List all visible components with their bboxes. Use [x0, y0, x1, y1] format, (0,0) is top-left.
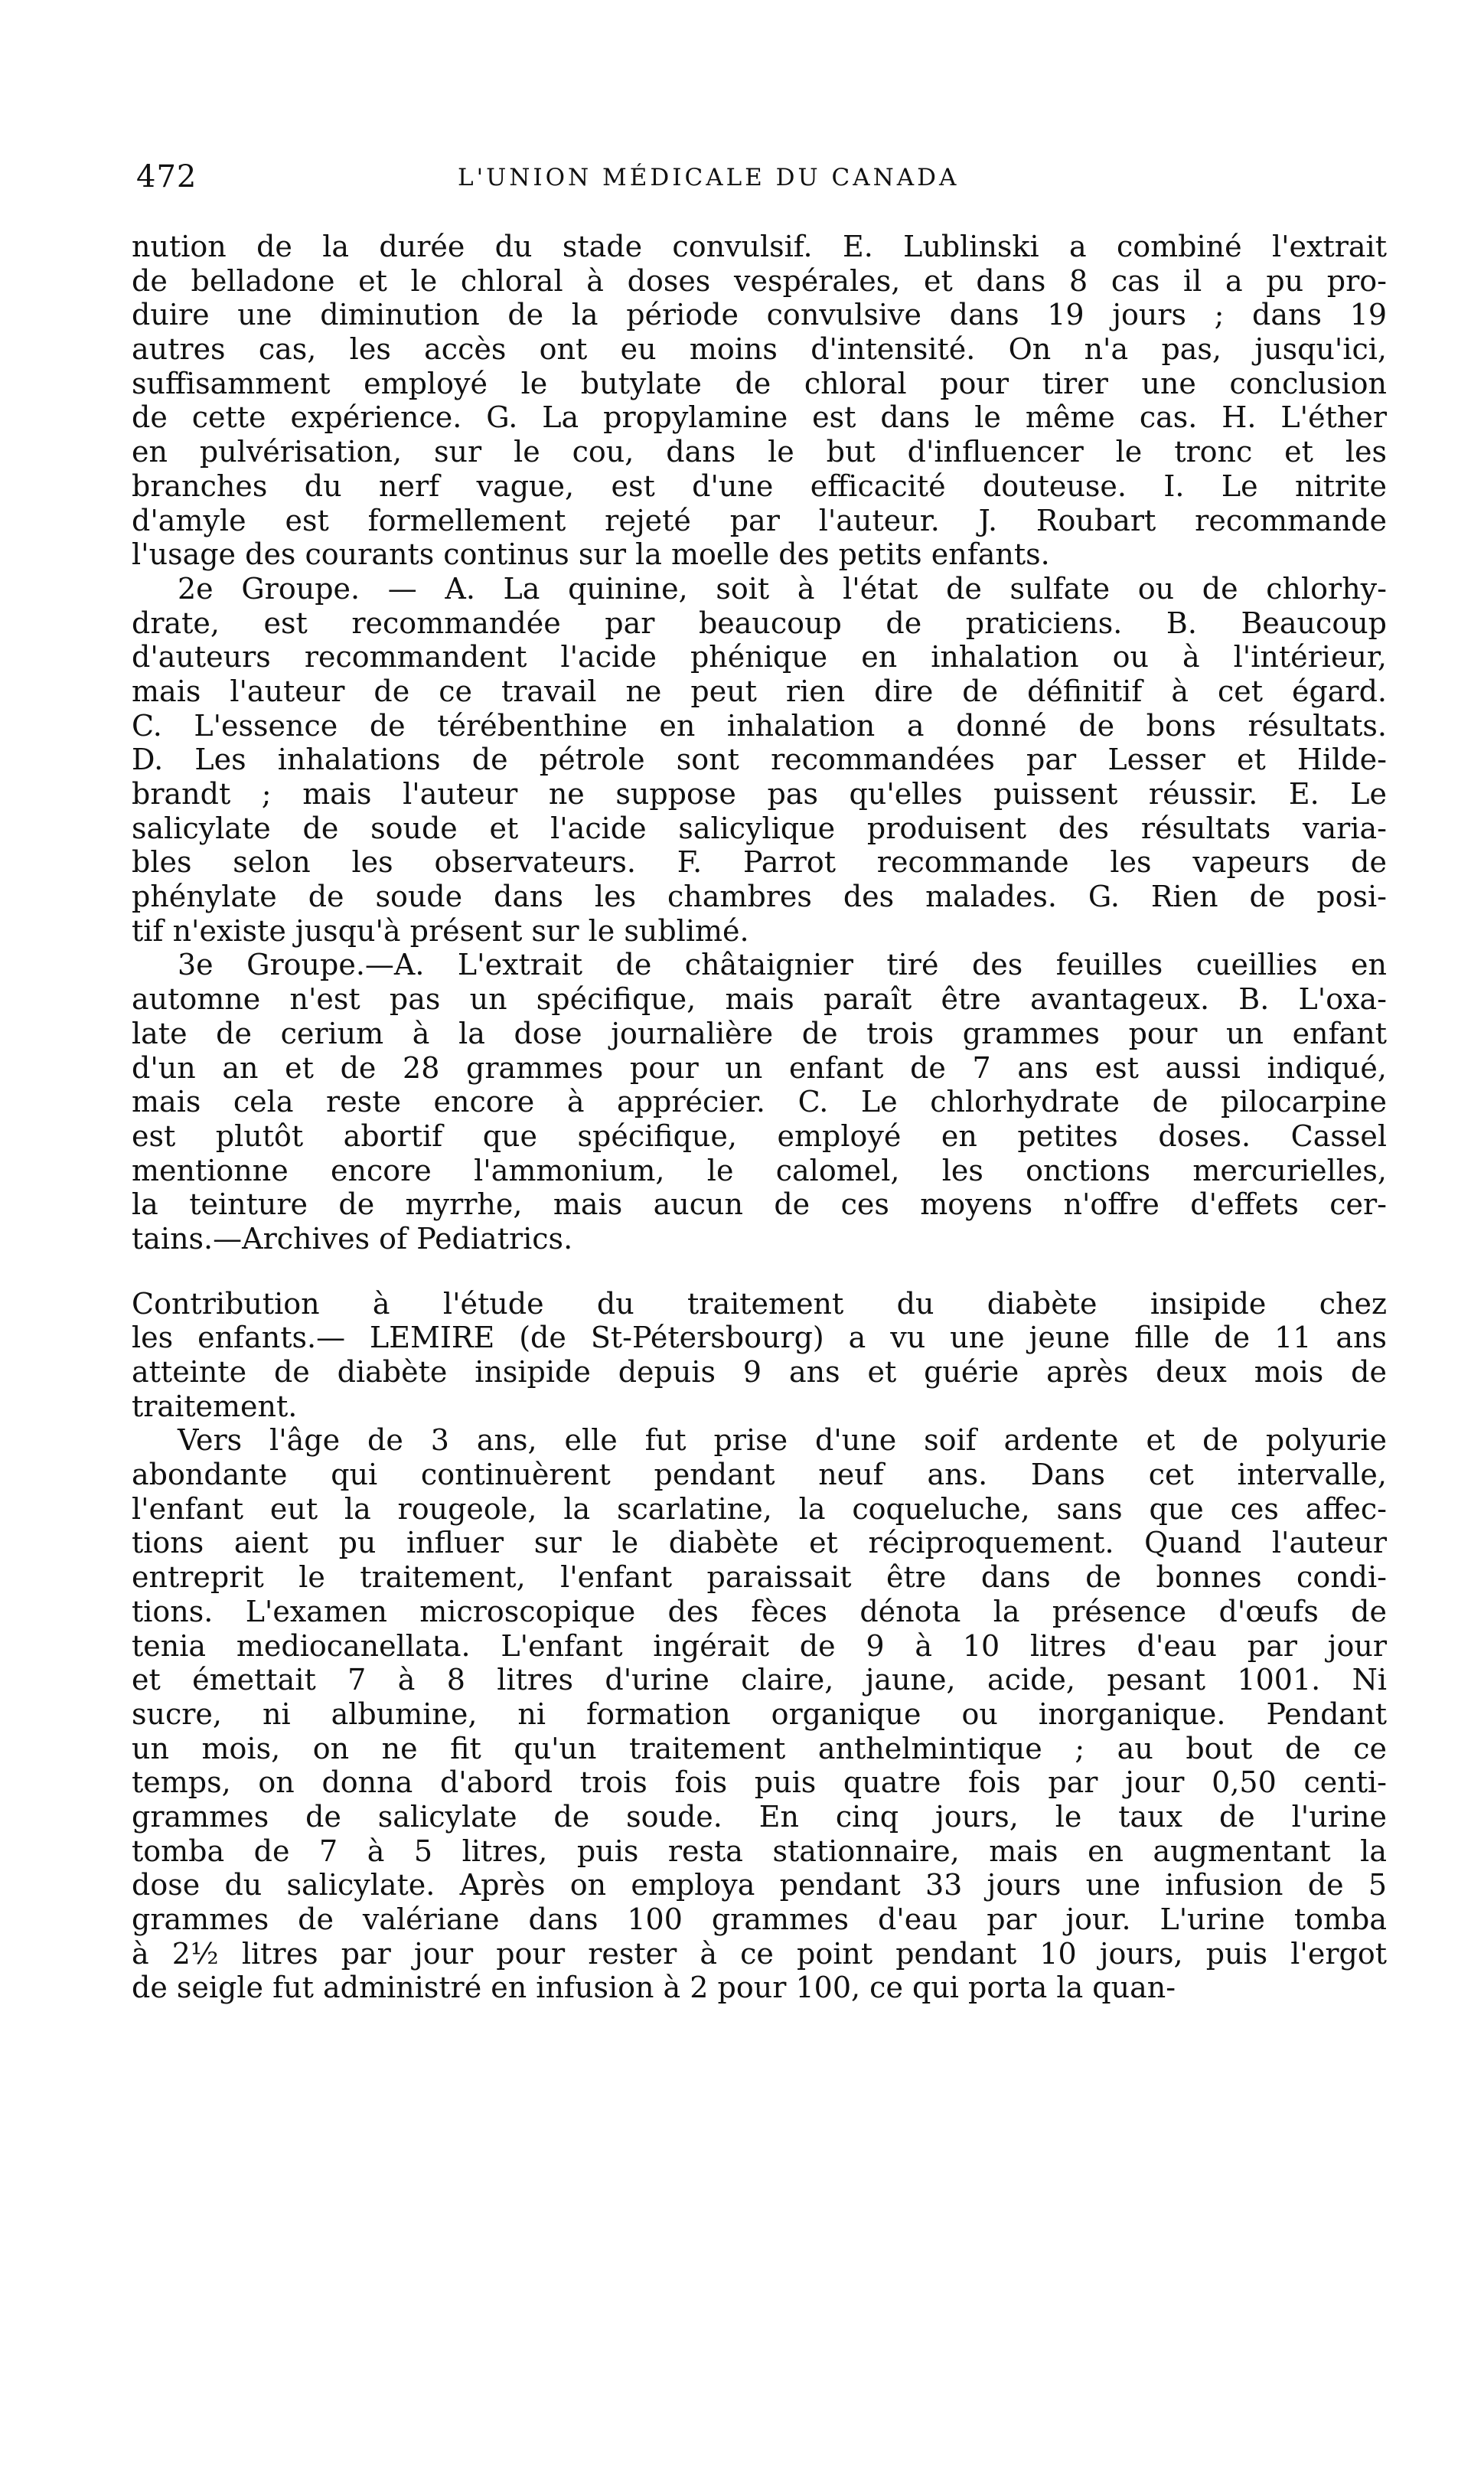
text-line: mentionne encore l'ammonium, le calomel, les onctions mercurielles, — [132, 1153, 1387, 1187]
text-line: phénylate de soude dans les chambres des malades. G. Rien de posi- — [132, 880, 1387, 914]
text-line: C. L'essence de térébenthine en inhalation a donné de bons résultats. — [132, 708, 1387, 743]
text-line: late de cerium à la dose journalière de trois grammes pour un enfant — [132, 1016, 1387, 1050]
text-line: sucre, ni albumine, ni formation organique ou inorganique. Pendant — [132, 1697, 1387, 1731]
text-line: d'auteurs recommandent l'acide phénique en inhalation ou à l'intérieur, — [132, 640, 1387, 674]
text-line: Vers l'âge de 3 ans, elle fut prise d'une soif ardente et de polyurie — [178, 1423, 1387, 1458]
body-text — [132, 230, 1387, 2005]
text-line: mais cela reste encore à apprécier. C. Le chlorhydrate de pilocarpine — [132, 1085, 1387, 1119]
text-line: duire une diminution de la période convulsive dans 19 jours ; dans 19 — [132, 298, 1387, 332]
text-line: automne n'est pas un spécifique, mais paraît être avantageux. B. L'oxa- — [132, 982, 1387, 1017]
text-line: tions. L'examen microscopique des fèces dénota la présence d'œufs de — [132, 1594, 1387, 1628]
text-line: l'usage des courants continus sur la moelle des petits enfants. — [132, 537, 1050, 572]
text-line: suffisamment employé le butylate de chloral pour tirer une conclusion — [132, 366, 1387, 400]
text-line: la teinture de myrrhe, mais aucun de ces moyens n'offre d'effets cer- — [132, 1187, 1387, 1222]
text-line: dose du salicylate. Après on employa pendant 33 jours une infusion de 5 — [132, 1868, 1387, 1902]
text-line: de belladone et le chloral à doses vespérales, et dans 8 cas il a pu pro- — [132, 263, 1387, 298]
text-line: mais l'auteur de ce travail ne peut rien dire de définitif à cet égard. — [132, 674, 1387, 708]
text-line: salicylate de soude et l'acide salicylique produisent des résultats varia- — [132, 811, 1387, 845]
text-line: bles selon les observateurs. F. Parrot recommande les vapeurs de — [132, 845, 1387, 880]
text-line: entreprit le traitement, l'enfant paraissait être dans de bonnes condi- — [132, 1560, 1387, 1595]
text-line: 2e Groupe. — A. La quinine, soit à l'état de sulfate ou de chlorhy- — [178, 571, 1387, 606]
text-line: l'enfant eut la rougeole, la scarlatine, la coqueluche, sans que ces affec- — [132, 1491, 1387, 1526]
text-line: tif n'existe jusqu'à présent sur le sublimé. — [132, 913, 749, 948]
paragraph-third-group — [132, 948, 1387, 1256]
text-line: tomba de 7 à 5 litres, puis resta stationnaire, mais en augmentant la — [132, 1834, 1387, 1868]
text-line: tenia mediocanellata. L'enfant ingérait de 9 à 10 litres d'eau par jour — [132, 1628, 1387, 1663]
text-line: autres cas, les accès ont eu moins d'intensité. On n'a pas, jusqu'ici, — [132, 332, 1387, 367]
paragraph-case-report — [132, 1423, 1387, 2005]
text-line: de cette expérience. G. La propylamine est dans le même cas. H. L'éther — [132, 400, 1387, 435]
text-line: brandt ; mais l'auteur ne suppose pas qu'elles puissent réussir. E. Le — [132, 777, 1387, 811]
section-diabete-insipide — [132, 1287, 1387, 1424]
text-line: branches du nerf vague, est d'une efficacité douteuse. I. Le nitrite — [132, 469, 1387, 503]
paragraph-convulsive-treatments — [132, 230, 1387, 572]
text-line: D. Les inhalations de pétrole sont recommandées par Lesser et Hilde- — [132, 743, 1387, 777]
journal-title: L'UNION MÉDICALE DU CANADA — [458, 164, 960, 191]
text-line: nution de la durée du stade convulsif. E. Lublinski a combiné l'extrait — [132, 230, 1387, 263]
text-line: d'amyle est formellement rejeté par l'auteur. J. Roubart recommande — [132, 503, 1387, 537]
section-gap — [132, 1256, 1387, 1287]
text-line: 3e Groupe.—A. L'extrait de châtaignier tiré des feuilles cueillies en — [178, 948, 1387, 982]
text-line: abondante qui continuèrent pendant neuf ans. Dans cet intervalle, — [132, 1458, 1387, 1492]
paragraph-second-group — [132, 572, 1387, 949]
running-head — [136, 159, 1330, 198]
text-line: un mois, on ne fit qu'un traitement anthelmintique ; au bout de ce — [132, 1731, 1387, 1765]
text-line: en pulvérisation, sur le cou, dans le but d'influencer le tronc et les — [132, 435, 1387, 469]
text-line: à 2½ litres par jour pour rester à ce point pendant 10 jours, puis l'ergot — [132, 1936, 1387, 1971]
text-line: tions aient pu influer sur le diabète et réciproquement. Quand l'auteur — [132, 1526, 1387, 1560]
text-line: atteinte de diabète insipide depuis 9 ans et guérie après deux mois de — [132, 1355, 1387, 1389]
text-line: d'un an et de 28 grammes pour un enfant de 7 ans est aussi indiqué, — [132, 1050, 1387, 1085]
text-line: est plutôt abortif que spécifique, employé en petites doses. Cassel — [132, 1119, 1387, 1153]
page-number: 472 — [136, 159, 197, 194]
text-line: traitement. — [132, 1389, 298, 1423]
text-line: drate, est recommandée par beaucoup de praticiens. B. Beaucoup — [132, 606, 1387, 640]
text-line: grammes de valériane dans 100 grammes d'eau par jour. L'urine tomba — [132, 1902, 1387, 1936]
text-line: et émettait 7 à 8 litres d'urine claire, jaune, acide, pesant 1001. Ni — [132, 1663, 1387, 1697]
text-line: tains.—Archives of Pediatrics. — [132, 1221, 573, 1256]
text-line: les enfants.— LEMIRE (de St-Pétersbourg) a vu une jeune fille de 11 ans — [132, 1321, 1387, 1355]
text-line: grammes de salicylate de soude. En cinq jours, le taux de l'urine — [132, 1799, 1387, 1834]
text-line: Contribution à l'étude du traitement du diabète insipide chez — [132, 1286, 1387, 1321]
text-line: temps, on donna d'abord trois fois puis quatre fois par jour 0,50 centi- — [132, 1765, 1387, 1800]
text-line: de seigle fut administré en infusion à 2 pour 100, ce qui porta la quan- — [132, 1971, 1176, 2005]
